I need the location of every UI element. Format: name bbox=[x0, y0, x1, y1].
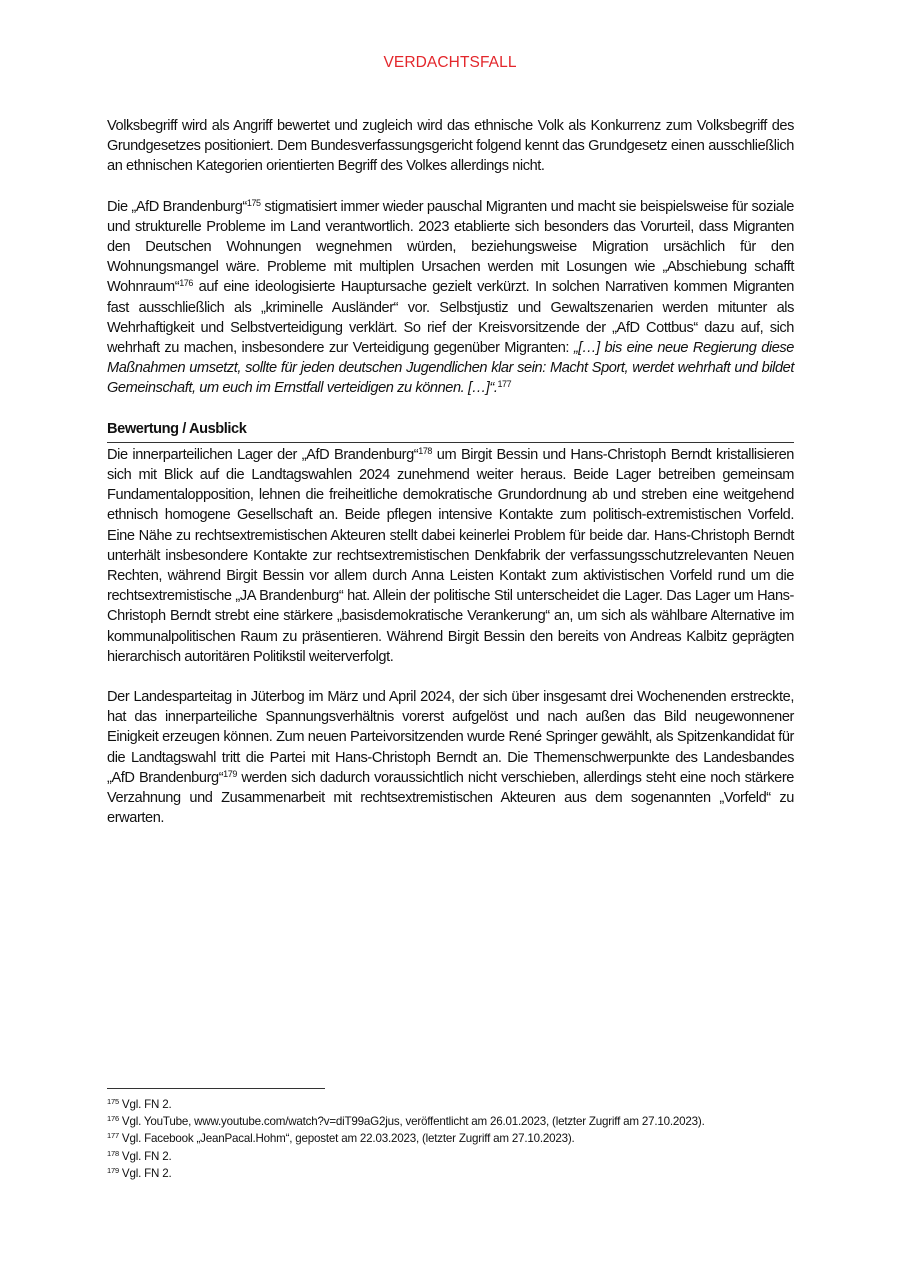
footnote-number: 178 bbox=[107, 1148, 119, 1158]
footnote-number: 179 bbox=[107, 1165, 119, 1175]
footnote-number: 176 bbox=[107, 1114, 119, 1124]
footnote-number: 177 bbox=[107, 1131, 119, 1141]
footnote-text: Vgl. FN 2. bbox=[121, 1149, 172, 1163]
footnote-text: Vgl. YouTube, www.youtube.com/watch?v=diT99aG2jus, veröffentlicht am 26.01.2023, (letzter Zugriff am 27.10.2023). bbox=[121, 1115, 705, 1129]
paragraph-text: Die „AfD Brandenburg“ bbox=[107, 198, 247, 215]
paragraph-text: Der Landesparteitag in Jüterbog im März und April 2024, der sich über insgesamt drei Wochenenden erstreckte, hat das innerparteiliche Spannungsverhältnis vorerst aufgelöst und nach außen das Bild neugewonnener Einigkeit erzeugen können. Zum neuen Parteivorsitzenden wurde René Springer gewählt, als Spitzenkandidat für die Landtagswahl tritt die Partei mit Hans-Christoph Berndt an. Die Themenschwerpunkte des Landesbandes „AfD Brandenburg“ bbox=[107, 689, 794, 786]
paragraph-migranten bbox=[107, 197, 794, 399]
paragraph-text: stigmatisiert immer wieder pauschal Migranten und macht sie beispielsweise für soziale und strukturelle Probleme im Land verantwortlich. 2023 etablierte sich besonders das Vorurteil, dass Migranten den Deutschen Wohnungen wegnehmen würden, beziehungsweise Migration ursächlich für den Wohnungsmangel wäre. Probleme mit multiplen Ursachen werden mit Losungen wie „Abschiebung schafft Wohnraum“ bbox=[107, 198, 794, 296]
footnote-text: Vgl. Facebook „JeanPacal.Hohm“, gepostet am 22.03.2023, (letzter Zugriff am 27.10.2023). bbox=[121, 1132, 575, 1146]
footnote-ref[interactable]: 175 bbox=[246, 197, 261, 208]
paragraph-text: werden sich dadurch voraussichtlich nicht verschieben, allerdings steht eine noch stärkere Verzahnung und Zusammenarbeit mit rechtsextremistischen Akteuren aus dem sogenannten „Vorfeld“ zu erwarten. bbox=[107, 769, 794, 827]
footnote-number: 175 bbox=[107, 1097, 119, 1106]
footnote-text: Vgl. FN 2. bbox=[121, 1098, 172, 1111]
footnote-175 bbox=[107, 1096, 807, 1113]
footnote-ref[interactable]: 176 bbox=[179, 278, 193, 289]
footnote-176 bbox=[107, 1113, 807, 1130]
running-header: VERDACHTSFALL bbox=[383, 54, 517, 71]
footnote-178 bbox=[107, 1148, 807, 1165]
footnote-text: Vgl. FN 2. bbox=[121, 1166, 172, 1180]
footnote-179 bbox=[107, 1165, 807, 1182]
footnote-ref[interactable]: 177 bbox=[497, 379, 512, 390]
footnote-177 bbox=[107, 1130, 807, 1147]
footnote-separator bbox=[107, 1088, 325, 1089]
paragraph-text: auf eine ideologisierte Hauptursache gezielt verkürzt. In solchen Narrativen kommen Migranten fast ausschließlich als „kriminelle Ausländer“ vor. Selbstjustiz und Gewaltszenarien werden mitunter als Wehrhaftigkeit und Selbstverteidigung verklärt. So rief der Kreisvorsitzende der „AfD Cottbus“ dazu auf, sich wehrhaft zu machen, insbesondere zur Verteidigung gegenüber Migranten: bbox=[107, 279, 794, 357]
paragraph-text: Volksbegriff wird als Angriff bewertet und zugleich wird das ethnische Volk als Konkurrenz zum Volksbegriff des Grundgesetzes positioniert. Dem Bundesverfassungsgericht folgend kennt das Grundgesetz einen ausschließlich an ethnischen Kategorien orientierten Begriff des Volkes allerdings nicht. bbox=[107, 118, 794, 175]
paragraph-text: um Birgit Bessin und Hans-Christoph Berndt kristallisieren sich mit Blick auf die Landtagswahlen 2024 zunehmend weiter heraus. Beide Lager betreiben gemeinsam Fundamentalopposition, lehnen die freiheitliche demokratische Grundordnung ab und streben eine weitgehend ethnisch homogene Gesellschaft an. Beide pflegen intensive Kontakte zum politisch-extremistischen Vorfeld. Eine Nähe zu rechtsextremistischen Akteuren stellt dabei keinerlei Problem für beide dar. Hans-Christoph Berndt unterhält insbesondere Kontakte zur rechtsextremistischen Denkfabrik der verfassungsschutzrelevanten Neuen Rechten, während Birgit Bessin vor allem durch Anna Leisten Kontakt zum aktivistischen Vorfeld rund um die rechtsextremistische „JA Brandenburg“ hat. Allein der politische Stil unterscheidet die Lager. Das Lager um Hans-Christoph Berndt strebt eine stärkere „basisdemokratische Verankerung“ an, um sich als wählbare Alternative im kommunalpolitischen Raum zu präsentieren. Während Birgit Bessin den bereits von Andreas Kalbitz geprägten hierarchisch autoritären Politikstil weiterverfolgt. bbox=[107, 446, 794, 665]
section-heading-bewertung: Bewertung / Ausblick bbox=[107, 419, 794, 443]
paragraph-volksbegriff bbox=[107, 116, 794, 177]
paragraph-lager bbox=[107, 445, 794, 667]
body-text bbox=[107, 116, 794, 829]
footnotes bbox=[107, 1096, 807, 1182]
paragraph-text: Die innerparteilichen Lager der „AfD Brandenburg“ bbox=[107, 446, 419, 463]
paragraph-landesparteitag bbox=[107, 687, 794, 828]
footnote-ref[interactable]: 179 bbox=[223, 768, 237, 779]
footnote-ref[interactable]: 178 bbox=[418, 445, 432, 456]
italic-quote: „[…] bis eine neue Regierung diese Maßnahmen umsetzt, sollte für jeden deutschen Jugendlichen klar sein: Macht Sport, werdet wehrhaft und bildet Gemeinschaft, um euch im Ernstfall verteidigen zu können. […]“. bbox=[107, 340, 794, 397]
